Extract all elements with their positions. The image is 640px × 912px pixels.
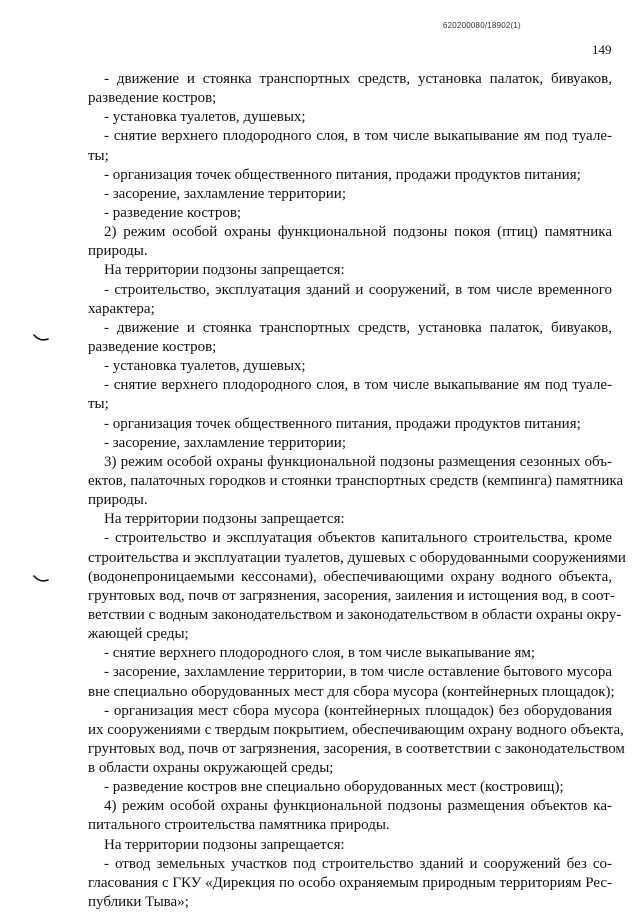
text-line: ты; <box>88 396 109 413</box>
text-line: 4) режим особой охраны функциональной подзоны размещения объектов ка- <box>104 798 612 815</box>
text-line: - установка туалетов, душевых; <box>104 358 306 375</box>
text-line: 2) режим особой охраны функциональной подзоны покоя (птиц) памятника <box>104 224 612 241</box>
text-line: жающей среды; <box>88 626 189 643</box>
text-line: - засорение, захламление территории; <box>104 434 346 451</box>
text-line: строительства и эксплуатации туалетов, душевых с оборудованными сооружениями <box>88 549 626 566</box>
text-line: ветствии с водным законодательством и законодательством в области охраны окру- <box>88 606 622 623</box>
text-line: 3) режим особой охраны функциональной подзоны размещения сезонных объ- <box>104 453 612 470</box>
text-line: - снятие верхнего плодородного слоя, в том числе выкапывание ям под туале- <box>104 128 612 145</box>
text-line: природы. <box>88 492 148 509</box>
text-line: - разведение костров; <box>104 204 242 221</box>
text-line: - организация мест сбора мусора (контейнерных площадок) без оборудования <box>104 702 612 719</box>
text-line: - отвод земельных участков под строительство зданий и сооружений без со- <box>104 855 612 872</box>
text-line: - разведение костров вне специально оборудованных мест (костровищ); <box>104 779 564 796</box>
text-line: питального строительства памятника природы. <box>88 817 390 834</box>
text-line: характера; <box>88 300 155 317</box>
text-line: разведение костров; <box>88 338 217 355</box>
text-line: - движение и стоянка транспортных средств, установка палаток, бивуаков, <box>104 319 612 336</box>
text-line: грунтовых вод, почв от загрязнения, засорения, заиления и истощения вод, в соот- <box>88 587 615 604</box>
text-line: - организация точек общественного питания, продажи продуктов питания; <box>104 415 581 432</box>
text-line: вне специально оборудованных мест для сбора мусора (контейнерных площадок); <box>88 683 615 700</box>
margin-bracket-mark-icon <box>33 574 49 584</box>
text-line: - строительство и эксплуатация объектов капитального строительства, кроме <box>104 530 612 547</box>
page-number: 149 <box>592 42 612 57</box>
text-line: (водонепроницаемыми кессонами), обеспечивающими охрану водного объекта, <box>88 568 612 585</box>
text-line: публики Тыва»; <box>88 894 189 911</box>
text-line: природы. <box>88 243 148 260</box>
document-id: 620200080/18902(1) <box>443 21 521 30</box>
text-line: разведение костров; <box>88 90 217 107</box>
text-line: На территории подзоны запрещается: <box>104 262 345 279</box>
text-line: - снятие верхнего плодородного слоя, в том числе выкапывание ям; <box>104 645 536 662</box>
text-line: На территории подзоны запрещается: <box>104 511 345 528</box>
text-line: - движение и стоянка транспортных средств, установка палаток, бивуаков, <box>104 71 612 87</box>
text-line: в области охраны окружающей среды; <box>88 760 334 777</box>
text-line: гласования с ГКУ «Дирекция по особо охраняемым природным территориям Рес- <box>88 874 613 891</box>
text-line: их сооружениями с твердым покрытием, обеспечивающим охрану водного объекта, <box>88 721 624 738</box>
document-body <box>88 70 626 912</box>
margin-bracket-mark-icon <box>33 333 49 343</box>
text-line: - организация точек общественного питания, продажи продуктов питания; <box>104 166 581 183</box>
text-line: - строительство, эксплуатация зданий и сооружений, в том числе временного <box>104 281 612 298</box>
text-line: - засорение, захламление территории; <box>104 185 346 202</box>
text-line: ектов, палаточных городков и стоянки транспортных средств (кемпинга) памятника <box>88 472 624 489</box>
text-line: - снятие верхнего плодородного слоя, в том числе выкапывание ям под туале- <box>104 377 612 394</box>
text-line: - установка туалетов, душевых; <box>104 109 306 126</box>
text-line: На территории подзоны запрещается: <box>104 836 345 853</box>
text-line: грунтовых вод, почв от загрязнения, засорения, в соответствии с законодательством <box>88 740 625 757</box>
text-line: ты; <box>88 147 109 164</box>
text-line: - засорение, захламление территории, в том числе оставление бытового мусора <box>104 664 612 681</box>
